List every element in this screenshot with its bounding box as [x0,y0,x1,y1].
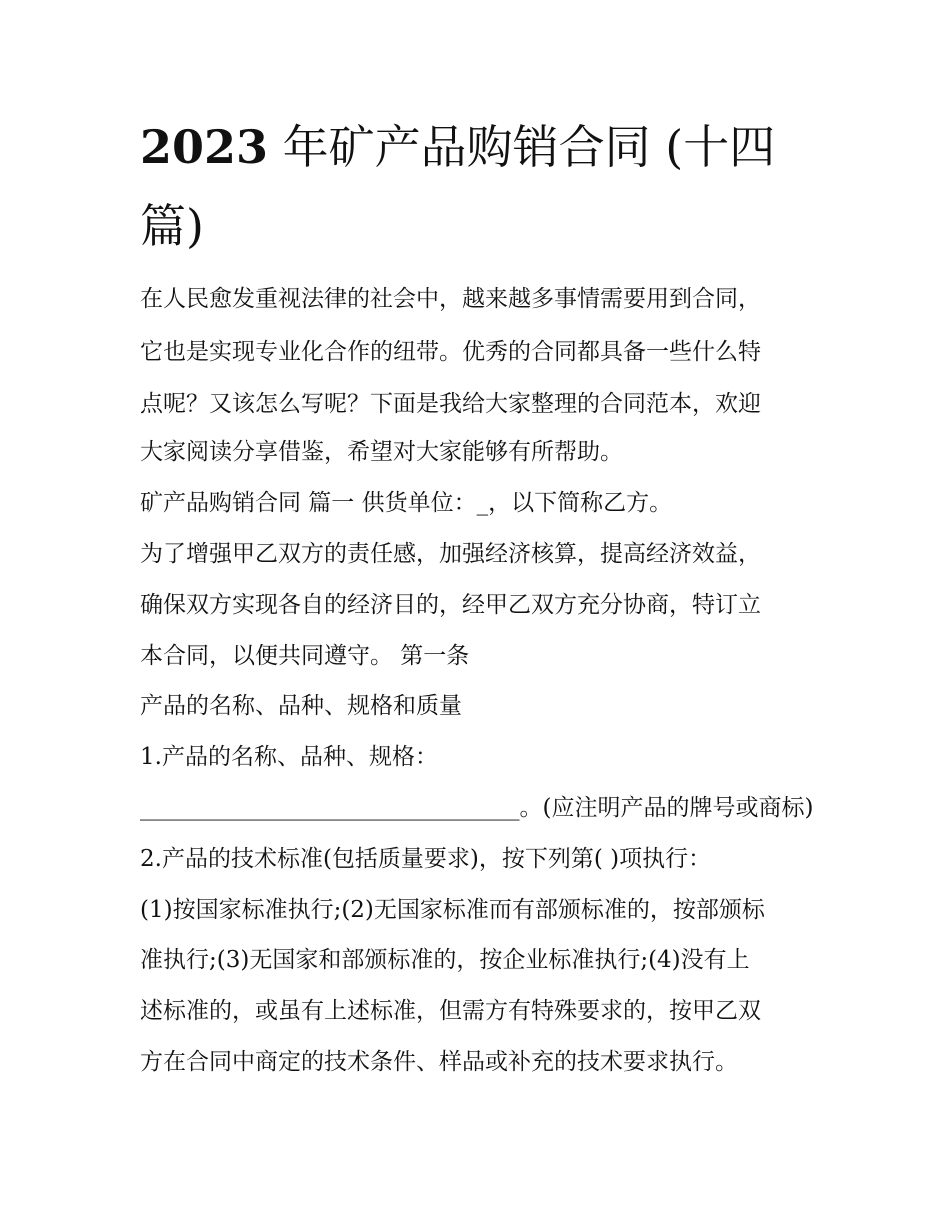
title-year: 2023 [140,120,269,174]
body-line-8: 本合同，以便共同遵守。 第一条 [140,643,470,669]
body-line-3: 点呢？又该怎么写呢？下面是我给大家整理的合同范本，欢迎 [140,391,761,417]
body-line-5: 矿产品购销合同 篇一 供货单位：_，以下简称乙方。 [140,490,673,516]
body-line-12: 2.产品的技术标准(包括质量要求)，按下列第( )项执行： [140,846,712,872]
document-title-line-1 [140,118,820,176]
body-line-10: 1.产品的名称、品种、规格： [140,744,438,770]
body-line-15: 述标准的，或虽有上述标准，但需方有特殊要求的，按甲乙双 [140,998,761,1024]
body-line-2: 它也是实现专业化合作的纽带。优秀的合同都具备一些什么特 [140,339,761,365]
body-line-16: 方在合同中商定的技术条件、样品或补充的技术要求执行。 [140,1049,738,1075]
body-line-14: 准执行;(3)无国家和部颁标准的，按企业标准执行;(4)没有上 [140,947,750,973]
body-line-11: _________________________________。(应注明产品的牌号或商标) [140,795,814,821]
body-line-13: (1)按国家标准执行;(2)无国家标准而有部颁标准的，按部颁标 [140,897,765,923]
body-line-9: 产品的名称、品种、规格和质量 [140,693,462,719]
document-title-text-1 [140,120,775,174]
body-line-1: 在人民愈发重视法律的社会中，越来越多事情需要用到合同， [140,286,761,312]
document-title-line-2 [140,197,820,255]
body-line-6: 为了增强甲乙双方的责任感，加强经济核算，提高经济效益， [140,541,761,567]
body-line-4: 大家阅读分享借鉴，希望对大家能够有所帮助。 [140,439,623,465]
document-title-text-2: 篇) [140,199,204,253]
body-line-7: 确保双方实现各自的经济目的，经甲乙双方充分协商，特订立 [140,592,761,618]
title-rest: 年矿产品购销合同 (十四 [268,120,776,174]
